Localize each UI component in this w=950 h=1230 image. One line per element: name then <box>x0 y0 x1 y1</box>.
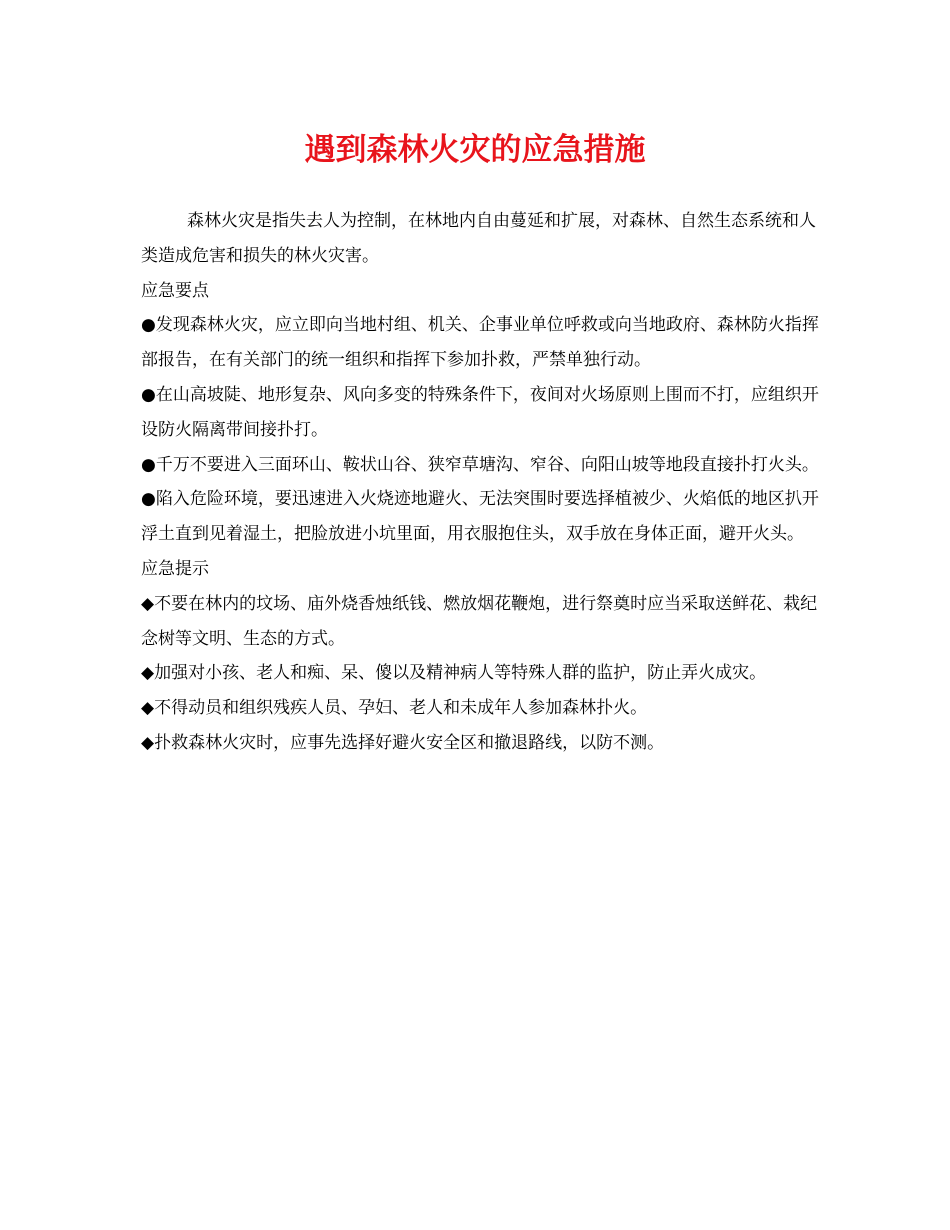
tip-item: ◆不得动员和组织残疾人员、孕妇、老人和未成年人参加森林扑火。 <box>141 698 648 719</box>
tip-item: ◆加强对小孩、老人和痴、呆、傻以及精神病人等特殊人群的监护，防止弄火成灾。 <box>141 663 767 684</box>
section-heading-key-points: 应急要点 <box>141 280 209 301</box>
key-point-item: ●在山高坡陡、地形复杂、风向多变的特殊条件下，夜间对火场原则上围而不打，应组织开设防火隔离带间接扑打。 <box>141 384 819 440</box>
document-body <box>141 204 831 761</box>
tip-item: ◆不要在林内的坟场、庙外烧香烛纸钱、燃放烟花鞭炮，进行祭奠时应当采取送鲜花、栽纪念树等文明、生态的方式。 <box>141 593 818 649</box>
document-title: 遇到森林火灾的应急措施 <box>304 132 646 168</box>
section-heading-tips: 应急提示 <box>141 558 209 579</box>
intro-paragraph: 森林火灾是指失去人为控制，在林地内自由蔓延和扩展，对森林、自然生态系统和人类造成危害和损失的林火灾害。 <box>141 211 816 266</box>
key-point-item: ●发现森林火灾，应立即向当地村组、机关、企事业单位呼救或向当地政府、森林防火指挥部报告，在有关部门的统一组织和指挥下参加扑救，严禁单独行动。 <box>141 315 819 371</box>
key-point-item: ●陷入危险环境，要迅速进入火烧迹地避火、无法突围时要选择植被少、火焰低的地区扒开浮土直到见着湿土，把脸放进小坑里面，用衣服抱住头，双手放在身体正面，避开火头。 <box>141 489 819 545</box>
tip-item: ◆扑救森林火灾时，应事先选择好避火安全区和撤退路线，以防不测。 <box>141 732 665 753</box>
key-point-item: ●千万不要进入三面环山、鞍状山谷、狭窄草塘沟、窄谷、向阳山坡等地段直接扑打火头。 <box>141 454 819 475</box>
